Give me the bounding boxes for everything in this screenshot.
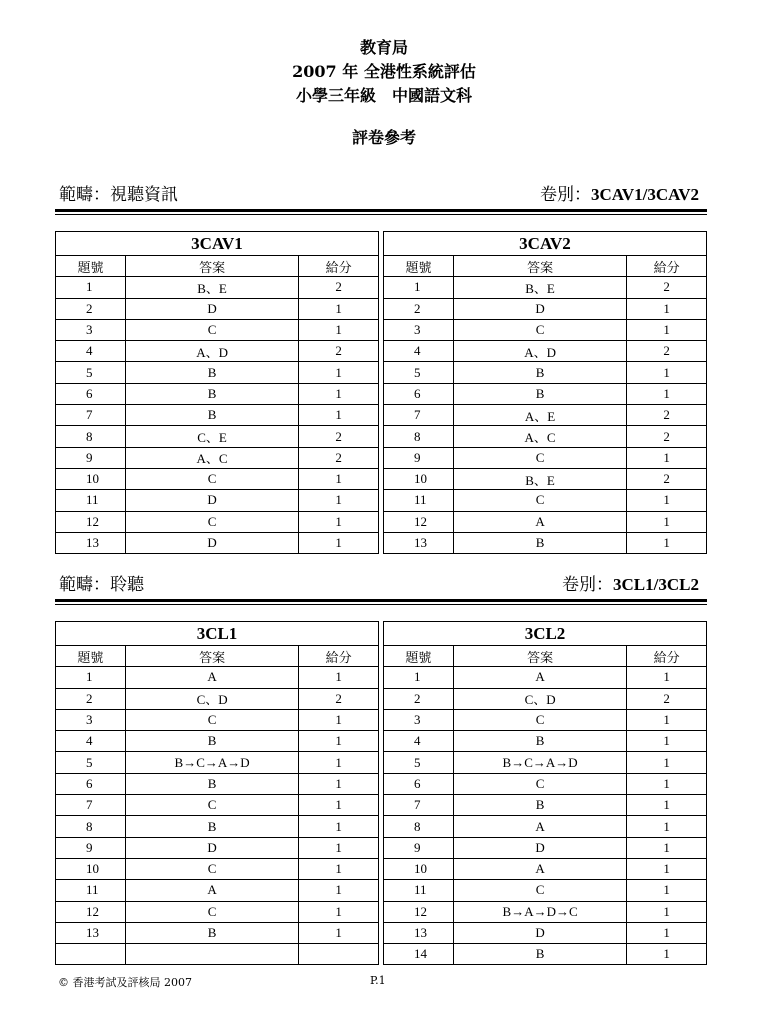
answer-cell: A bbox=[453, 667, 626, 688]
table-row bbox=[56, 752, 379, 773]
score-cell: 1 bbox=[299, 667, 379, 688]
question-number-cell: 3 bbox=[384, 709, 454, 730]
table-row bbox=[384, 752, 707, 773]
score-cell: 1 bbox=[299, 490, 379, 511]
answer-cell: C、E bbox=[125, 426, 298, 447]
subject-title: 小學三年級 中國語文科 bbox=[295, 86, 472, 105]
table-row bbox=[384, 383, 707, 404]
question-number-cell: 4 bbox=[384, 731, 454, 752]
answer-cell: D bbox=[453, 298, 626, 319]
question-number-cell: 2 bbox=[384, 688, 454, 709]
score-cell: 1 bbox=[299, 405, 379, 426]
question-number-header: 題號 bbox=[56, 256, 126, 277]
table-row bbox=[56, 731, 379, 752]
answer-cell: C bbox=[125, 319, 298, 340]
table-row bbox=[56, 837, 379, 858]
answer-table bbox=[55, 621, 379, 965]
answer-header: 答案 bbox=[125, 256, 298, 277]
score-cell: 1 bbox=[627, 383, 707, 404]
score-cell: 2 bbox=[627, 405, 707, 426]
answer-table bbox=[383, 231, 707, 554]
question-number-cell: 5 bbox=[56, 752, 126, 773]
answer-cell: C bbox=[125, 468, 298, 489]
table-row bbox=[56, 468, 379, 489]
domain-label: 範疇：視聽資訊 bbox=[59, 185, 178, 205]
table-row bbox=[384, 901, 707, 922]
score-cell bbox=[299, 944, 379, 965]
score-cell: 1 bbox=[627, 816, 707, 837]
answer-cell: B bbox=[125, 362, 298, 383]
score-cell: 1 bbox=[627, 490, 707, 511]
score-header: 給分 bbox=[299, 256, 379, 277]
answer-cell: A、C bbox=[453, 426, 626, 447]
table-row bbox=[384, 858, 707, 879]
score-cell: 1 bbox=[299, 795, 379, 816]
answer-cell: A bbox=[453, 511, 626, 532]
question-number-cell: 10 bbox=[56, 858, 126, 879]
score-cell: 1 bbox=[299, 837, 379, 858]
answer-table bbox=[55, 231, 379, 554]
answer-cell: B、E bbox=[453, 468, 626, 489]
score-cell: 1 bbox=[299, 858, 379, 879]
section-rule-thick bbox=[55, 209, 707, 212]
question-number-cell: 8 bbox=[56, 816, 126, 837]
answer-table bbox=[383, 621, 707, 965]
score-cell: 1 bbox=[627, 901, 707, 922]
score-cell: 1 bbox=[627, 795, 707, 816]
question-number-cell: 3 bbox=[56, 709, 126, 730]
answer-cell: D bbox=[125, 837, 298, 858]
table-row bbox=[56, 901, 379, 922]
answer-cell: D bbox=[125, 532, 298, 553]
question-number-cell: 10 bbox=[384, 468, 454, 489]
score-header: 給分 bbox=[299, 646, 379, 667]
answer-cell: C、D bbox=[125, 688, 298, 709]
score-cell: 1 bbox=[299, 709, 379, 730]
answer-cell: C bbox=[453, 880, 626, 901]
question-number-cell: 14 bbox=[384, 944, 454, 965]
score-cell: 2 bbox=[627, 341, 707, 362]
table-row bbox=[56, 383, 379, 404]
question-number-cell: 8 bbox=[384, 816, 454, 837]
table-row bbox=[56, 426, 379, 447]
question-number-cell: 6 bbox=[56, 383, 126, 404]
answer-cell: B bbox=[125, 773, 298, 794]
answer-cell: B、E bbox=[453, 277, 626, 298]
table-row bbox=[384, 511, 707, 532]
answer-header: 答案 bbox=[453, 646, 626, 667]
table-row bbox=[384, 298, 707, 319]
answer-cell: B bbox=[453, 795, 626, 816]
score-cell: 1 bbox=[299, 922, 379, 943]
answer-cell: C bbox=[453, 490, 626, 511]
table-row bbox=[56, 858, 379, 879]
page-number: P.1 bbox=[370, 974, 386, 987]
question-number-header: 題號 bbox=[384, 646, 454, 667]
score-header: 給分 bbox=[627, 646, 707, 667]
table-row bbox=[384, 688, 707, 709]
section-rule-thick bbox=[55, 599, 707, 602]
question-number-cell: 13 bbox=[384, 922, 454, 943]
question-number-cell: 13 bbox=[56, 532, 126, 553]
answer-cell: B bbox=[453, 731, 626, 752]
question-number-cell: 5 bbox=[384, 752, 454, 773]
table-row bbox=[384, 731, 707, 752]
answer-cell: A、D bbox=[453, 341, 626, 362]
score-cell: 2 bbox=[299, 341, 379, 362]
question-number-cell: 10 bbox=[384, 858, 454, 879]
score-cell: 1 bbox=[627, 880, 707, 901]
table-row bbox=[56, 298, 379, 319]
score-cell: 2 bbox=[627, 426, 707, 447]
question-number-cell: 6 bbox=[384, 383, 454, 404]
question-number-cell: 2 bbox=[56, 688, 126, 709]
section-rule-thin bbox=[55, 214, 707, 215]
score-cell: 1 bbox=[627, 709, 707, 730]
table-row bbox=[384, 773, 707, 794]
table-row bbox=[56, 944, 379, 965]
answer-cell: C bbox=[453, 447, 626, 468]
table-row bbox=[384, 447, 707, 468]
score-cell: 2 bbox=[627, 468, 707, 489]
table-row bbox=[56, 880, 379, 901]
score-cell: 1 bbox=[627, 773, 707, 794]
answer-cell: A bbox=[125, 667, 298, 688]
question-number-cell: 13 bbox=[384, 532, 454, 553]
question-number-cell: 1 bbox=[56, 277, 126, 298]
score-cell: 2 bbox=[299, 426, 379, 447]
paper-label: 卷別：3CL1/3CL2 bbox=[562, 575, 699, 595]
question-number-cell: 11 bbox=[384, 490, 454, 511]
table-row bbox=[384, 362, 707, 383]
table-row bbox=[384, 426, 707, 447]
answer-cell: B bbox=[125, 383, 298, 404]
table-row bbox=[56, 511, 379, 532]
answer-cell: B bbox=[125, 922, 298, 943]
score-cell: 2 bbox=[299, 447, 379, 468]
marking-guide-title: 評卷參考 bbox=[351, 128, 416, 147]
question-number-cell: 7 bbox=[384, 795, 454, 816]
answer-tables-listening bbox=[55, 621, 707, 965]
score-cell: 1 bbox=[299, 511, 379, 532]
table-row bbox=[56, 688, 379, 709]
answer-cell: D bbox=[453, 922, 626, 943]
table-row bbox=[384, 667, 707, 688]
score-cell: 2 bbox=[299, 688, 379, 709]
question-number-cell: 9 bbox=[56, 447, 126, 468]
table-title: 3CL2 bbox=[384, 622, 707, 646]
score-cell: 1 bbox=[299, 880, 379, 901]
question-number-cell: 7 bbox=[56, 795, 126, 816]
score-cell: 1 bbox=[627, 667, 707, 688]
answer-cell: B→C→A→D bbox=[453, 752, 626, 773]
score-cell: 1 bbox=[627, 511, 707, 532]
score-cell: 1 bbox=[299, 383, 379, 404]
answer-cell: B bbox=[453, 532, 626, 553]
table-row bbox=[56, 773, 379, 794]
question-number-cell: 8 bbox=[384, 426, 454, 447]
score-cell: 1 bbox=[627, 731, 707, 752]
answer-cell: B bbox=[453, 362, 626, 383]
question-number-cell: 11 bbox=[384, 880, 454, 901]
score-cell: 1 bbox=[299, 773, 379, 794]
score-cell: 2 bbox=[627, 277, 707, 298]
question-number-cell: 6 bbox=[56, 773, 126, 794]
question-number-cell: 4 bbox=[56, 731, 126, 752]
question-number-cell: 13 bbox=[56, 922, 126, 943]
answer-cell: A bbox=[125, 880, 298, 901]
question-number-cell: 12 bbox=[56, 901, 126, 922]
question-number-cell: 11 bbox=[56, 490, 126, 511]
score-cell: 1 bbox=[299, 816, 379, 837]
table-row bbox=[56, 922, 379, 943]
table-row bbox=[56, 709, 379, 730]
table-row bbox=[56, 405, 379, 426]
table-row bbox=[56, 341, 379, 362]
table-row bbox=[384, 944, 707, 965]
question-number-cell: 3 bbox=[384, 319, 454, 340]
question-number-cell: 5 bbox=[384, 362, 454, 383]
section-rule-thin bbox=[55, 604, 707, 605]
score-cell: 1 bbox=[627, 319, 707, 340]
assessment-title: 2007 年 全港性系統評估 bbox=[292, 62, 476, 81]
answer-header: 答案 bbox=[125, 646, 298, 667]
question-number-cell: 12 bbox=[384, 901, 454, 922]
question-number-cell: 7 bbox=[56, 405, 126, 426]
table-row bbox=[56, 277, 379, 298]
score-cell: 1 bbox=[299, 362, 379, 383]
table-title: 3CAV2 bbox=[384, 232, 707, 256]
table-title: 3CL1 bbox=[56, 622, 379, 646]
score-header: 給分 bbox=[627, 256, 707, 277]
answer-cell: D bbox=[125, 298, 298, 319]
question-number-header: 題號 bbox=[384, 256, 454, 277]
answer-cell: C bbox=[125, 709, 298, 730]
table-row bbox=[56, 490, 379, 511]
answer-cell: C bbox=[125, 511, 298, 532]
question-number-cell: 6 bbox=[384, 773, 454, 794]
score-cell: 1 bbox=[627, 752, 707, 773]
table-row bbox=[384, 709, 707, 730]
score-cell: 1 bbox=[299, 901, 379, 922]
score-cell: 1 bbox=[299, 532, 379, 553]
page-footer bbox=[58, 974, 386, 990]
answer-cell: C bbox=[125, 795, 298, 816]
table-row bbox=[56, 667, 379, 688]
question-number-cell: 9 bbox=[56, 837, 126, 858]
question-number-cell: 2 bbox=[384, 298, 454, 319]
answer-cell: C bbox=[453, 319, 626, 340]
question-number-cell: 5 bbox=[56, 362, 126, 383]
table-row bbox=[384, 341, 707, 362]
question-number-cell bbox=[56, 944, 126, 965]
question-number-cell: 1 bbox=[384, 277, 454, 298]
score-cell: 2 bbox=[627, 688, 707, 709]
score-cell: 1 bbox=[299, 468, 379, 489]
table-row bbox=[56, 795, 379, 816]
question-number-cell: 1 bbox=[384, 667, 454, 688]
table-row bbox=[384, 319, 707, 340]
answer-cell: C bbox=[453, 773, 626, 794]
table-title: 3CAV1 bbox=[56, 232, 379, 256]
table-row bbox=[384, 532, 707, 553]
table-row bbox=[56, 362, 379, 383]
score-cell: 2 bbox=[299, 277, 379, 298]
score-cell: 1 bbox=[627, 362, 707, 383]
table-row bbox=[56, 816, 379, 837]
score-cell: 1 bbox=[627, 837, 707, 858]
table-row bbox=[384, 405, 707, 426]
question-number-cell: 9 bbox=[384, 447, 454, 468]
answer-cell: B bbox=[125, 731, 298, 752]
question-number-cell: 1 bbox=[56, 667, 126, 688]
question-number-cell: 3 bbox=[56, 319, 126, 340]
table-row bbox=[384, 837, 707, 858]
answer-cell: A bbox=[453, 816, 626, 837]
question-number-cell: 11 bbox=[56, 880, 126, 901]
answer-tables-visual-info bbox=[55, 231, 707, 554]
table-row bbox=[384, 277, 707, 298]
question-number-cell: 2 bbox=[56, 298, 126, 319]
score-cell: 1 bbox=[299, 752, 379, 773]
table-row bbox=[56, 447, 379, 468]
answer-cell: B bbox=[125, 405, 298, 426]
answer-cell: B→C→A→D bbox=[125, 752, 298, 773]
question-number-cell: 4 bbox=[384, 341, 454, 362]
answer-cell: C bbox=[125, 901, 298, 922]
answer-header: 答案 bbox=[453, 256, 626, 277]
copyright-notice: © 香港考試及評核局 2007 bbox=[58, 976, 192, 989]
score-cell: 1 bbox=[627, 532, 707, 553]
question-number-cell: 7 bbox=[384, 405, 454, 426]
document-header bbox=[0, 36, 768, 150]
question-number-cell: 12 bbox=[56, 511, 126, 532]
answer-cell: A、E bbox=[453, 405, 626, 426]
answer-cell: A、C bbox=[125, 447, 298, 468]
table-row bbox=[384, 880, 707, 901]
issuer-title: 教育局 bbox=[359, 38, 408, 57]
answer-cell: A、D bbox=[125, 341, 298, 362]
table-row bbox=[384, 922, 707, 943]
table-row bbox=[56, 532, 379, 553]
answer-cell: D bbox=[125, 490, 298, 511]
question-number-cell: 9 bbox=[384, 837, 454, 858]
score-cell: 1 bbox=[299, 319, 379, 340]
answer-cell: B、E bbox=[125, 277, 298, 298]
question-number-header: 題號 bbox=[56, 646, 126, 667]
question-number-cell: 8 bbox=[56, 426, 126, 447]
section-heading-listening bbox=[55, 576, 707, 598]
question-number-cell: 4 bbox=[56, 341, 126, 362]
question-number-cell: 12 bbox=[384, 511, 454, 532]
answer-cell: D bbox=[453, 837, 626, 858]
answer-cell: C bbox=[453, 709, 626, 730]
section-heading-visual-info bbox=[55, 186, 707, 208]
answer-cell: B→A→D→C bbox=[453, 901, 626, 922]
question-number-cell: 10 bbox=[56, 468, 126, 489]
domain-label: 範疇：聆聽 bbox=[59, 575, 144, 595]
score-cell: 1 bbox=[627, 922, 707, 943]
paper-label: 卷別：3CAV1/3CAV2 bbox=[539, 185, 699, 205]
answer-cell: C、D bbox=[453, 688, 626, 709]
score-cell: 1 bbox=[627, 298, 707, 319]
score-cell: 1 bbox=[299, 731, 379, 752]
answer-cell: B bbox=[453, 944, 626, 965]
answer-cell bbox=[125, 944, 298, 965]
answer-cell: B bbox=[125, 816, 298, 837]
score-cell: 1 bbox=[627, 858, 707, 879]
table-row bbox=[384, 468, 707, 489]
answer-cell: B bbox=[453, 383, 626, 404]
answer-cell: A bbox=[453, 858, 626, 879]
table-row bbox=[384, 816, 707, 837]
table-row bbox=[384, 795, 707, 816]
score-cell: 1 bbox=[627, 447, 707, 468]
answer-cell: C bbox=[125, 858, 298, 879]
score-cell: 1 bbox=[627, 944, 707, 965]
table-row bbox=[384, 490, 707, 511]
score-cell: 1 bbox=[299, 298, 379, 319]
table-row bbox=[56, 319, 379, 340]
